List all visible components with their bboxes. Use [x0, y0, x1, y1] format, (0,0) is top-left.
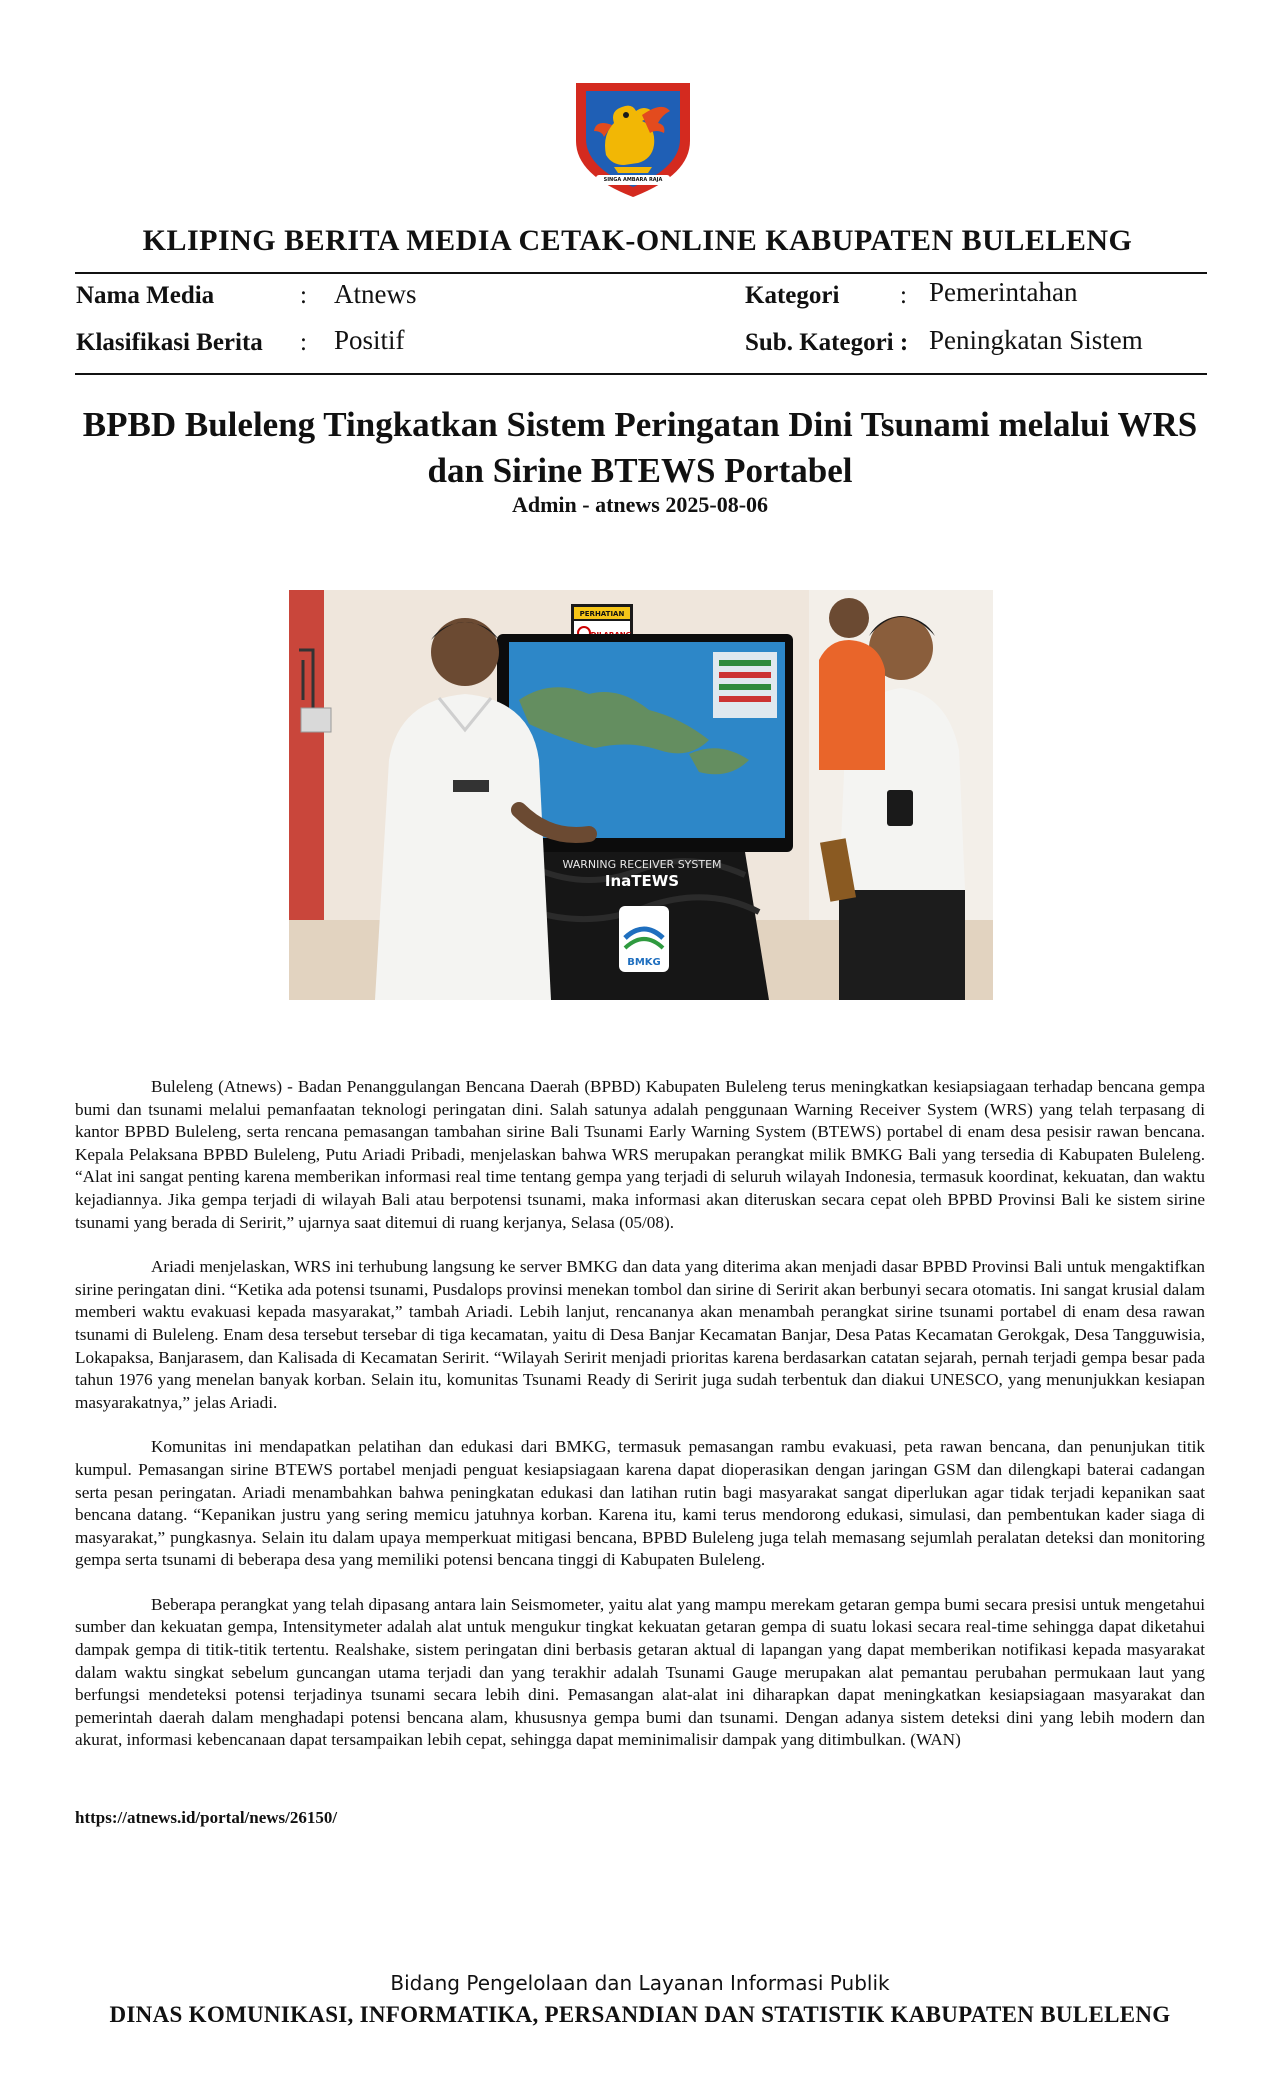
sign-title: PERHATIAN — [579, 610, 625, 618]
article-paragraph-4: Beberapa perangkat yang telah dipasang antara lain Seismometer, yaitu alat yang mampu merekam getaran gempa bumi secara presisi untuk mengetahui sumber dan kekuatan gempa, Intensitymeter adalah alat untuk mengukur tingkat kekuatan getaran gempa di suatu lokasi secara real-time sehingga dapat diketahui dampak gempa di titik-titik tertentu. Realshake, sistem peringatan dini berbasis getaran aktual di lapangan yang dapat memberikan notifikasi kepada masyarakat dalam waktu singkat sebelum guncangan utama terjadi dan yang terakhir adalah Tsunami Gauge merupakan alat pemantau perubahan permukaan laut yang berfungsi mendeteksi potensi terjadinya tsunami secara lebih dini. Pemasangan alat-alat ini diharapkan dapat meningkatkan kesiapsiagaan masyarakat dan pemerintah daerah dalam menghadapi potensi bencana alam, khususnya gempa bumi dan tsunami. Dengan adanya sistem deteksi dini yang lebih modern dan akurat, informasi kebencanaan dapat tersampaikan lebih cepat, sehingga dapat meminimalisir dampak yang ditimbulkan. (WAN) — [75, 1594, 1205, 1750]
kategori-colon: : — [900, 282, 907, 309]
article-paragraph-2: Ariadi menjelaskan, WRS ini terhubung langsung ke server BMKG dan data yang diterima akan menjadi dasar BPBD Provinsi Bali untuk mengaktifkan sirine peringatan dini. “Ketika ada potensi tsunami, Pusdalops provinsi menekan tombol dan sirine di Seririt akan berbunyi secara otomatis. Ini sangat krusial dalam memberi waktu evakuasi kepada masyarakat,” tambah Ariadi. Lebih lanjut, rencananya akan menambah perangkat sirine tsunami portabel di enam desa rawan tsunami di Buleleng. Enam desa tersebut tersebar di tiga kecamatan, yaitu di Desa Banjar Kecamatan Banjar, Desa Patas Kecamatan Gerokgak, Desa Tangguwisia, Lokapaksa, Banjarasem, dan Kalisada di Kecamatan Seririt. “Wilayah Seririt menjadi prioritas karena berdasarkan catatan sejarah, pernah terjadi gempa besar pada tahun 1976 yang menelan banyak korban. Selain itu, komunitas Tsunami Ready di Seririt juga sudah terbentuk dan diakui UNESCO, yang menunjukkan kesiapan masyarakatnya,” jelas Ariadi. — [75, 1257, 1205, 1412]
kiosk-line-1: WARNING RECEIVER SYSTEM — [562, 858, 722, 871]
article-headline: BPBD Buleleng Tingkatkan Sistem Peringatan Dini Tsunami melalui WRS dan Sirine BTEWS Portabel — [82, 405, 1198, 490]
media-colon: : — [300, 282, 307, 309]
klasifikasi-value: Positif — [334, 325, 405, 355]
klasifikasi-label: Klasifikasi Berita — [76, 329, 263, 356]
article-byline: Admin - atnews 2025-08-06 — [511, 492, 769, 517]
buleleng-crest-logo — [566, 75, 700, 201]
clipping-masthead: KLIPING BERITA MEDIA CETAK-ONLINE KABUPATEN BULELENG — [142, 224, 1133, 257]
kategori-value: Pemerintahan — [929, 277, 1078, 307]
subkategori-label: Sub. Kategori : — [745, 329, 909, 356]
media-value: Atnews — [334, 279, 417, 309]
source-url-link[interactable]: https://atnews.id/portal/news/26150/ — [75, 1808, 338, 1827]
article-body — [75, 1076, 1205, 1774]
klasifikasi-colon: : — [300, 329, 307, 356]
wrs-photo-illustration — [289, 590, 993, 1000]
footer-division: Bidang Pengelolaan dan Layanan Informasi Publik — [390, 1971, 890, 1995]
kategori-label: Kategori — [745, 282, 840, 309]
crest-motto: SINGA AMBARA RAJA — [603, 177, 663, 183]
kiosk-line-2: InaTEWS — [604, 872, 680, 890]
meta-bottom-rule — [75, 373, 1207, 375]
article-paragraph-3: Komunitas ini mendapatkan pelatihan dan edukasi dari BMKG, termasuk pemasangan rambu evakuasi, peta rawan bencana, dan penunjukan titik kumpul. Pemasangan sirine BTEWS portabel menjadi penguat kesiapsiagaan karena dapat dioperasikan dengan jaringan GSM dan dilengkapi baterai cadangan serta pesan peringatan. Ariadi menambahkan bahwa peningkatan edukasi dan latihan rutin bagi masyarakat sangat diperlukan agar tidak terjadi kepanikan saat bencana datang. “Kepanikan justru yang sering memicu jatuhnya korban. Karena itu, kami terus mendorong edukasi, simulasi, dan pembentukan kader siaga di masyarakat,” pungkasnya. Selain itu dalam upaya memperkuat mitigasi bencana, BPBD Buleleng juga telah memasang sejumlah peralatan deteksi dan monitoring gempa serta tsunami di beberapa desa yang memiliki potensi bencana tinggi di Kabupaten Buleleng. — [75, 1437, 1205, 1570]
subkategori-value: Peningkatan Sistem — [929, 325, 1143, 355]
media-label: Nama Media — [76, 282, 215, 309]
bmkg-badge: BMKG — [627, 957, 661, 968]
top-rule — [75, 272, 1207, 274]
footer-agency: DINAS KOMUNIKASI, INFORMATIKA, PERSANDIAN DAN STATISTIK KABUPATEN BULELENG — [109, 2002, 1171, 2027]
article-photo — [289, 590, 993, 1000]
article-paragraph-1: Buleleng (Atnews) - Badan Penanggulangan Bencana Daerah (BPBD) Kabupaten Buleleng terus meningkatkan kesiapsiagaan terhadap bencana gempa bumi dan tsunami melalui pemanfaatan teknologi peringatan dini. Salah satunya adalah penggunaan Warning Receiver System (WRS) yang telah terpasang di kantor BPBD Buleleng, serta rencana pemasangan tambahan sirine Bali Tsunami Early Warning System (BTEWS) portabel di enam desa pesisir rawan bencana. Kepala Pelaksana BPBD Buleleng, Putu Ariadi Pribadi, menjelaskan bahwa WRS merupakan perangkat milik BMKG Bali yang tersedia di Kabupaten Buleleng. “Alat ini sangat penting karena memberikan informasi real time tentang gempa yang terjadi di seluruh wilayah Indonesia, termasuk koordinat, kekuatan, dan waktu kejadiannya. Jika gempa terjadi di wilayah Bali atau berpotensi tsunami, maka informasi akan diteruskan secara cepat oleh BPBD Provinsi Bali ke sistem sirine tsunami yang berada di Seririt,” ujarnya saat ditemui di ruang kerjanya, Selasa (05/08). — [75, 1077, 1205, 1232]
